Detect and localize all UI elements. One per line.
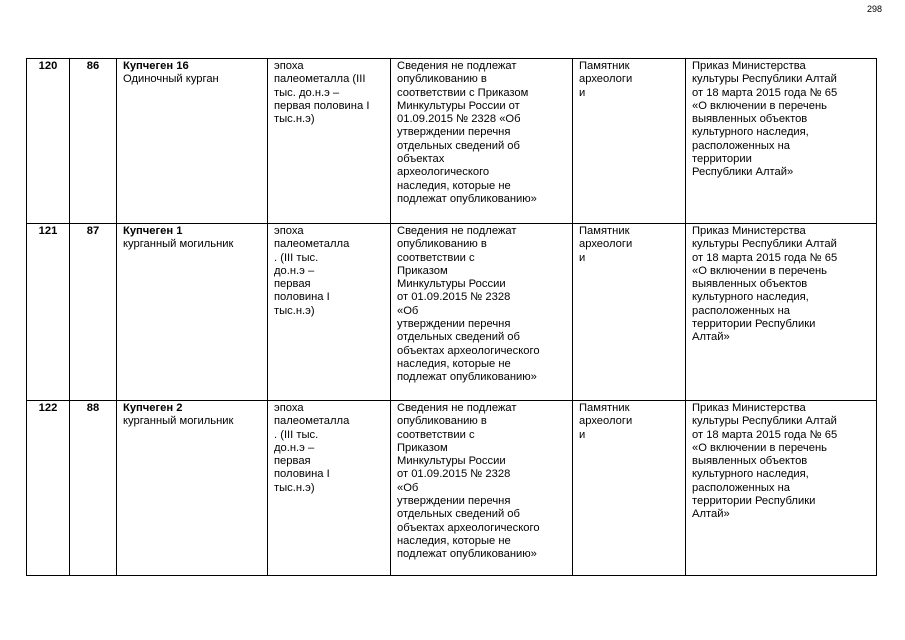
row-number-cell: 122 <box>27 401 70 576</box>
publication-cell <box>391 401 573 576</box>
document-cell <box>686 401 877 576</box>
site-type: Одиночный курган <box>123 73 219 86</box>
row-subnumber-cell: 88 <box>70 401 117 576</box>
dating-text: эпоха палеометалла . (III тыс. до.н.э – первая половина I тыс.н.э) <box>274 402 350 494</box>
site-type: курганный могильник <box>123 415 234 428</box>
document-cell <box>686 224 877 401</box>
document-cell <box>686 59 877 224</box>
site-name: Купчеген 16 <box>123 60 189 72</box>
site-type: курганный могильник <box>123 238 234 251</box>
document-text: Приказ Министерства культуры Республики Алтай от 18 марта 2015 года № 65 «О включении в перечень выявленных объектов культурного наследия, расположенных на территории Республики Алтай» <box>692 225 838 344</box>
document-text: Приказ Министерства культуры Республики Алтай от 18 марта 2015 года № 65 «О включении в перечень выявленных объектов культурного наследия, расположенных на территории Республики Алтай» <box>692 60 838 179</box>
heritage-sites-table <box>26 58 877 576</box>
row-number-cell: 120 <box>27 59 70 224</box>
publication-cell <box>391 59 573 224</box>
category-text: Памятник археологи и <box>579 402 633 441</box>
site-name-cell <box>117 224 268 401</box>
publication-text: Сведения не подлежат опубликованию в соответствии с Приказом Минкультуры России от 01.09.2015 № 2328 «Об утверждении перечня отдельных сведений об объектах археологического наследия, которые не подлежат опубликованию» <box>397 60 537 205</box>
category-cell <box>573 59 686 224</box>
category-cell <box>573 401 686 576</box>
site-name-cell <box>117 59 268 224</box>
table-row <box>27 224 877 401</box>
dating-text: эпоха палеометалла . (III тыс. до.н.э – первая половина I тыс.н.э) <box>274 225 350 317</box>
publication-text: Сведения не подлежат опубликованию в соответствии с Приказом Минкультуры России от 01.09.2015 № 2328 «Об утверждении перечня отдельных сведений об объектах археологического наследия, которые не подлежат опубликованию» <box>397 402 540 561</box>
row-subnumber-cell: 87 <box>70 224 117 401</box>
category-text: Памятник археологи и <box>579 60 633 99</box>
row-subnumber-cell: 86 <box>70 59 117 224</box>
publication-text: Сведения не подлежат опубликованию в соответствии с Приказом Минкультуры России от 01.09.2015 № 2328 «Об утверждении перечня отдельных сведений об объектах археологического наследия, которые не подлежат опубликованию» <box>397 225 540 384</box>
row-number-cell: 121 <box>27 224 70 401</box>
dating-text: эпоха палеометалла (III тыс. до.н.э – первая половина I тыс.н.э) <box>274 60 370 126</box>
dating-cell <box>268 59 391 224</box>
category-text: Памятник археологи и <box>579 225 633 264</box>
publication-cell <box>391 224 573 401</box>
dating-cell <box>268 401 391 576</box>
dating-cell <box>268 224 391 401</box>
page-number: 298 <box>866 4 882 14</box>
table-row <box>27 59 877 224</box>
category-cell <box>573 224 686 401</box>
site-name: Купчеген 1 <box>123 225 183 237</box>
site-name-cell <box>117 401 268 576</box>
document-text: Приказ Министерства культуры Республики Алтай от 18 марта 2015 года № 65 «О включении в перечень выявленных объектов культурного наследия, расположенных на территории Республики Алтай» <box>692 402 838 521</box>
site-name: Купчеген 2 <box>123 402 183 414</box>
table-row <box>27 401 877 576</box>
